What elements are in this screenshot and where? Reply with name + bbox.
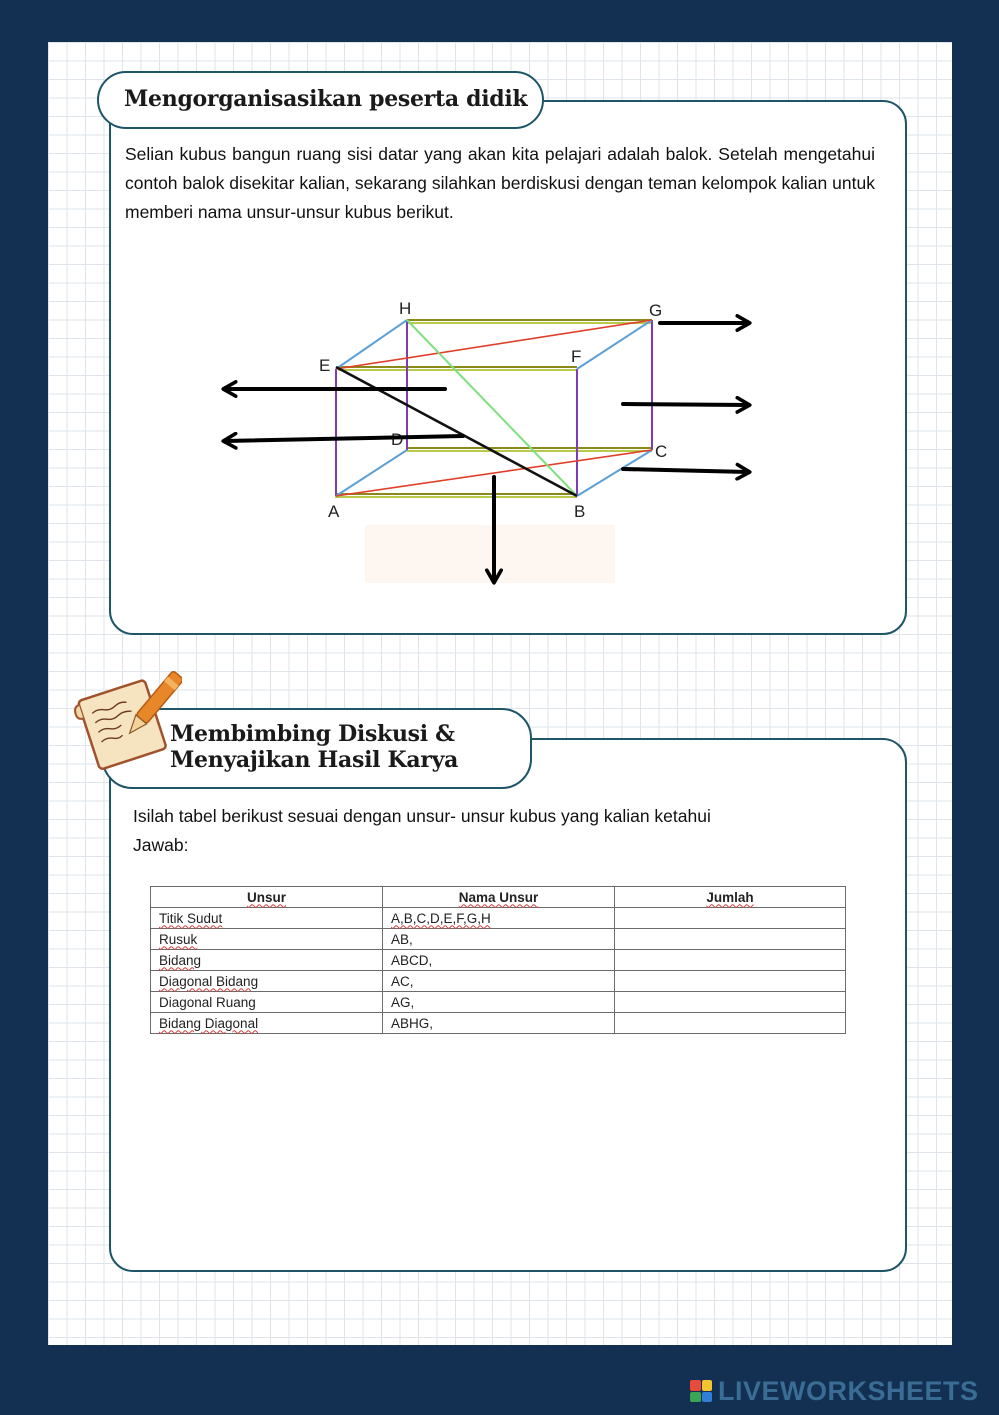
intro-paragraph: Selian kubus bangun ruang sisi datar yang akan kita pelajari adalah balok. Setelah mengetahui contoh balok disekitar kalian, sekarang silahkan berdiskusi dengan teman kelompok kalian untuk memberi nama unsur-unsur kubus berikut. — [125, 144, 875, 222]
cell-unsur: Rusuk — [151, 929, 383, 950]
cell-nama-unsur[interactable]: AC, — [383, 971, 615, 992]
table-row — [151, 929, 846, 950]
table-row — [151, 908, 846, 929]
cell-jumlah[interactable] — [615, 971, 846, 992]
unsur-table — [150, 886, 846, 1034]
vertex-label-d: D — [391, 430, 404, 449]
vertex-label-c: C — [655, 442, 668, 461]
vertex-label-b: B — [574, 502, 586, 521]
pointer-arrow-c — [623, 469, 748, 472]
table-row — [151, 971, 846, 992]
vertex-label-h: H — [399, 299, 412, 318]
cell-unsur: Diagonal Ruang — [151, 992, 383, 1013]
header-unsur: Unsur — [151, 887, 383, 908]
cell-jumlah[interactable] — [615, 1013, 846, 1034]
cell-nama-unsur: A,B,C,D,E,F,G,H — [383, 908, 615, 929]
liveworksheets-logo-icon — [690, 1380, 712, 1402]
cuboid-diagram — [200, 285, 780, 595]
cell-nama-unsur[interactable]: AG, — [383, 992, 615, 1013]
instruction-text — [133, 802, 863, 860]
vertex-label-g: G — [649, 301, 663, 320]
diagonal-eb — [336, 367, 577, 496]
table-row — [151, 1013, 846, 1034]
section-title-organize-text: Mengorganisasikan peserta didik — [124, 86, 528, 112]
cuboid-vertical-edges — [336, 320, 652, 496]
diagonal-hb — [407, 320, 577, 496]
vertex-label-f: F — [571, 347, 582, 366]
header-jumlah: Jumlah — [615, 887, 846, 908]
diagonal-eg — [336, 320, 652, 369]
table-header-row — [151, 887, 846, 908]
section-title-organize — [97, 71, 544, 129]
cell-nama-unsur[interactable]: AB, — [383, 929, 615, 950]
cuboid-depth-edges — [336, 320, 652, 496]
pointer-arrow-d — [225, 436, 463, 441]
brand-name: LIVEWORKSHEETS — [718, 1375, 979, 1406]
section-title-line1: Membimbing Diskusi & — [170, 721, 455, 747]
cell-unsur: Bidang — [151, 950, 383, 971]
table-row — [151, 950, 846, 971]
vertex-label-e: E — [319, 356, 331, 375]
instruction-line: Isilah tabel berikust sesuai dengan unsur- unsur kubus yang kalian ketahui — [133, 806, 711, 826]
table-row — [151, 992, 846, 1013]
cell-jumlah[interactable] — [615, 992, 846, 1013]
vertex-label-a: A — [328, 502, 340, 521]
cell-nama-unsur[interactable]: ABHG, — [383, 1013, 615, 1034]
cell-unsur: Titik Sudut — [151, 908, 383, 929]
cell-jumlah[interactable] — [615, 908, 846, 929]
pointer-arrow-cf — [623, 404, 748, 405]
header-nama-unsur: Nama Unsur — [383, 887, 615, 908]
answer-label: Jawab: — [133, 835, 189, 855]
cell-unsur: Diagonal Bidang — [151, 971, 383, 992]
cell-unsur: Bidang Diagonal — [151, 1013, 383, 1034]
cell-jumlah[interactable] — [615, 950, 846, 971]
paper-quill-icon — [72, 665, 182, 770]
liveworksheets-brand[interactable] — [690, 1376, 979, 1406]
faded-answer-box — [365, 525, 615, 583]
section-title-line2: Menyajikan Hasil Karya — [170, 747, 459, 773]
cell-jumlah[interactable] — [615, 929, 846, 950]
cell-nama-unsur[interactable]: ABCD, — [383, 950, 615, 971]
